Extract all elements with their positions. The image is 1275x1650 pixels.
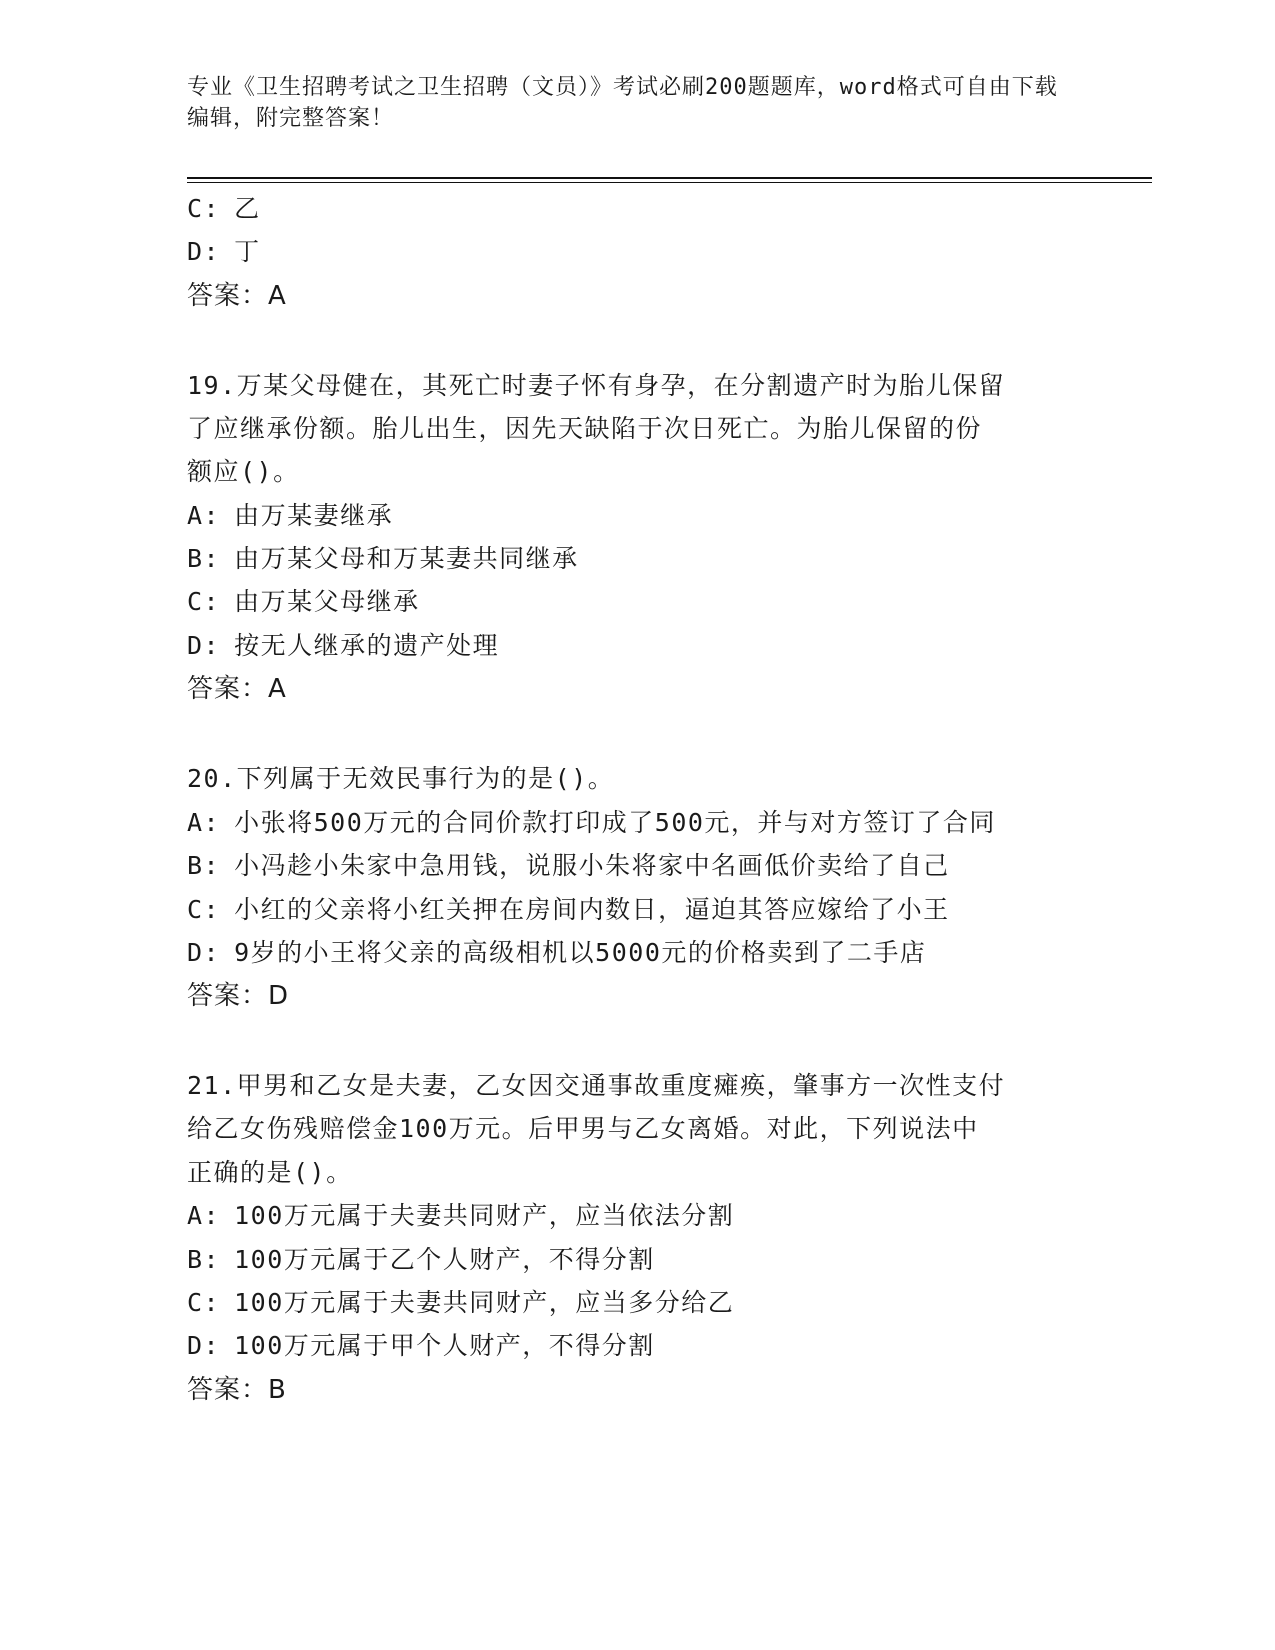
answer-line: 答案：A [187,281,287,311]
option-letter: D: [187,237,221,266]
option-text: 小红的父亲将小红关押在房间内数日，逼迫其答应嫁给了小王 [234,895,950,924]
option-a [187,1200,734,1232]
option-letter: A: [187,808,221,837]
option-d [187,236,261,268]
question-stem-line: 20.下列属于无效民事行为的是()。 [187,764,615,793]
option-letter: B: [187,851,221,880]
option-text: 100万元属于夫妻共同财产，应当依法分割 [234,1201,735,1230]
document-header [187,72,1067,134]
option-text: 由万某父母和万某妻共同继承 [234,544,579,573]
option-letter: C: [187,587,221,616]
header-divider-thin [187,182,1152,183]
option-letter: C: [187,194,221,223]
header-divider-thick [187,177,1152,179]
option-letter: D: [187,1331,221,1360]
question-stem-line: 21.甲男和乙女是夫妻，乙女因交通事故重度瘫痪，肇事方一次性支付 [187,1071,1006,1100]
option-letter: C: [187,1288,221,1317]
option-letter: D: [187,938,221,967]
option-b [187,1244,655,1276]
question-stem-line: 正确的是()。 [187,1158,353,1187]
option-d [187,937,926,969]
answer-line: 答案：D [187,981,290,1011]
option-c [187,586,420,618]
option-text: 9岁的小王将父亲的高级相机以5000元的价格卖到了二手店 [234,938,927,967]
option-letter: C: [187,895,221,924]
option-a [187,807,996,839]
option-letter: B: [187,544,221,573]
option-letter: D: [187,631,221,660]
option-letter: A: [187,501,221,530]
header-text: 专业《卫生招聘考试之卫生招聘（文员）》考试必刷200题题库，word格式可自由下载编辑，附完整答案！ [187,75,1058,131]
option-text: 100万元属于夫妻共同财产，应当多分给乙 [234,1288,735,1317]
option-text: 100万元属于乙个人财产，不得分割 [234,1245,655,1274]
option-text: 小张将500万元的合同价款打印成了500元，并与对方签订了合同 [234,808,996,837]
option-a [187,500,393,532]
question-stem-line: 额应()。 [187,457,300,486]
answer-line: 答案：B [187,1375,287,1405]
option-d [187,1330,655,1362]
option-text: 100万元属于甲个人财产，不得分割 [234,1331,655,1360]
option-c [187,1287,734,1319]
option-b [187,543,579,575]
option-text: 乙 [234,194,261,223]
option-text: 由万某父母继承 [234,587,420,616]
option-text: 小冯趁小朱家中急用钱，说服小朱将家中名画低价卖给了自己 [234,851,950,880]
answer-line: 答案：A [187,674,287,704]
option-c [187,894,950,926]
option-text: 丁 [234,237,261,266]
option-b [187,850,950,882]
option-letter: A: [187,1201,221,1230]
option-letter: B: [187,1245,221,1274]
option-text: 由万某妻继承 [234,501,394,530]
option-text: 按无人继承的遗产处理 [234,631,500,660]
option-d [187,630,499,662]
question-stem-line: 了应继承份额。胎儿出生，因先天缺陷于次日死亡。为胎儿保留的份 [187,414,983,443]
question-stem-line: 给乙女伤残赔偿金100万元。后甲男与乙女离婚。对此，下列说法中 [187,1114,979,1143]
option-c [187,193,261,225]
question-stem-line: 19.万某父母健在，其死亡时妻子怀有身孕，在分割遗产时为胎儿保留 [187,371,1006,400]
